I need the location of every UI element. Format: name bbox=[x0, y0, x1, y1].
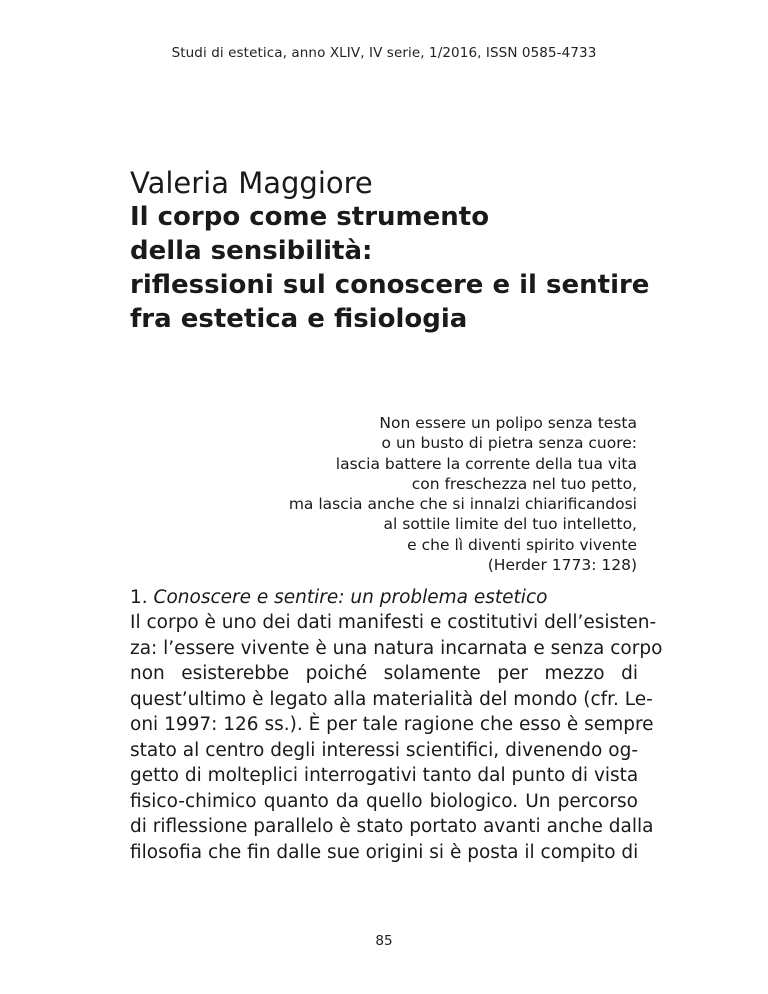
body-line: stato al centro degli interessi scientifici, divenendo og- bbox=[130, 739, 638, 761]
body-line: di riflessione parallelo è stato portato avanti anche dalla bbox=[130, 816, 654, 837]
body-line: fisico-chimico quanto da quello biologico. Un percorso bbox=[130, 790, 638, 812]
body-line: Il corpo è uno dei dati manifesti e costitutivi dell’esisten- bbox=[130, 612, 657, 633]
title-line: fra estetica e fisiologia bbox=[130, 304, 468, 334]
epigraph-line: con freschezza nel tuo petto, bbox=[411, 474, 637, 493]
title-line: riflessioni sul conoscere e il sentire bbox=[130, 270, 650, 300]
epigraph-line: ma lascia anche che si innalzi chiarificandosi bbox=[288, 495, 637, 514]
body-line: filosofia che fin dalle sue origini si è posta il compito di bbox=[130, 841, 639, 863]
section-title: Conoscere e sentire: un problema estetico bbox=[153, 587, 548, 608]
body-line: getto di molteplici interrogativi tanto dal punto di vista bbox=[130, 765, 639, 786]
epigraph-line: o un busto di pietra senza cuore: bbox=[381, 434, 637, 453]
title-line: della sensibilità: bbox=[130, 236, 373, 266]
body-line: non esisterebbe poiché solamente per mezzo di bbox=[130, 663, 638, 684]
epigraph-citation: (Herder 1773: 128) bbox=[487, 556, 637, 575]
epigraph-line: lascia battere la corrente della tua vita bbox=[335, 454, 637, 473]
body-paragraph bbox=[130, 610, 663, 865]
article-title bbox=[130, 200, 670, 336]
section-heading bbox=[130, 586, 547, 610]
author-name: Valeria Maggiore bbox=[130, 166, 373, 200]
epigraph bbox=[177, 413, 637, 575]
body-line: oni 1997: 126 ss.). È per tale ragione che esso è sempre bbox=[130, 714, 654, 735]
title-block bbox=[130, 166, 670, 336]
body-line: quest’ultimo è legato alla materialità del mondo (cfr. Le- bbox=[130, 688, 653, 710]
body-line: za: l’essere vivente è una natura incarnata e senza corpo bbox=[130, 637, 663, 659]
epigraph-line: Non essere un polipo senza testa bbox=[379, 414, 637, 432]
epigraph-line: al sottile limite del tuo intelletto, bbox=[383, 515, 637, 534]
running-head: Studi di estetica, anno XLIV, IV serie, 1/2016, ISSN 0585-4733 bbox=[171, 45, 597, 61]
page-number: 85 bbox=[375, 933, 393, 949]
section-number: 1. bbox=[130, 587, 148, 608]
title-line: Il corpo come strumento bbox=[130, 202, 490, 232]
epigraph-line: e che lì diventi spirito vivente bbox=[407, 535, 637, 554]
